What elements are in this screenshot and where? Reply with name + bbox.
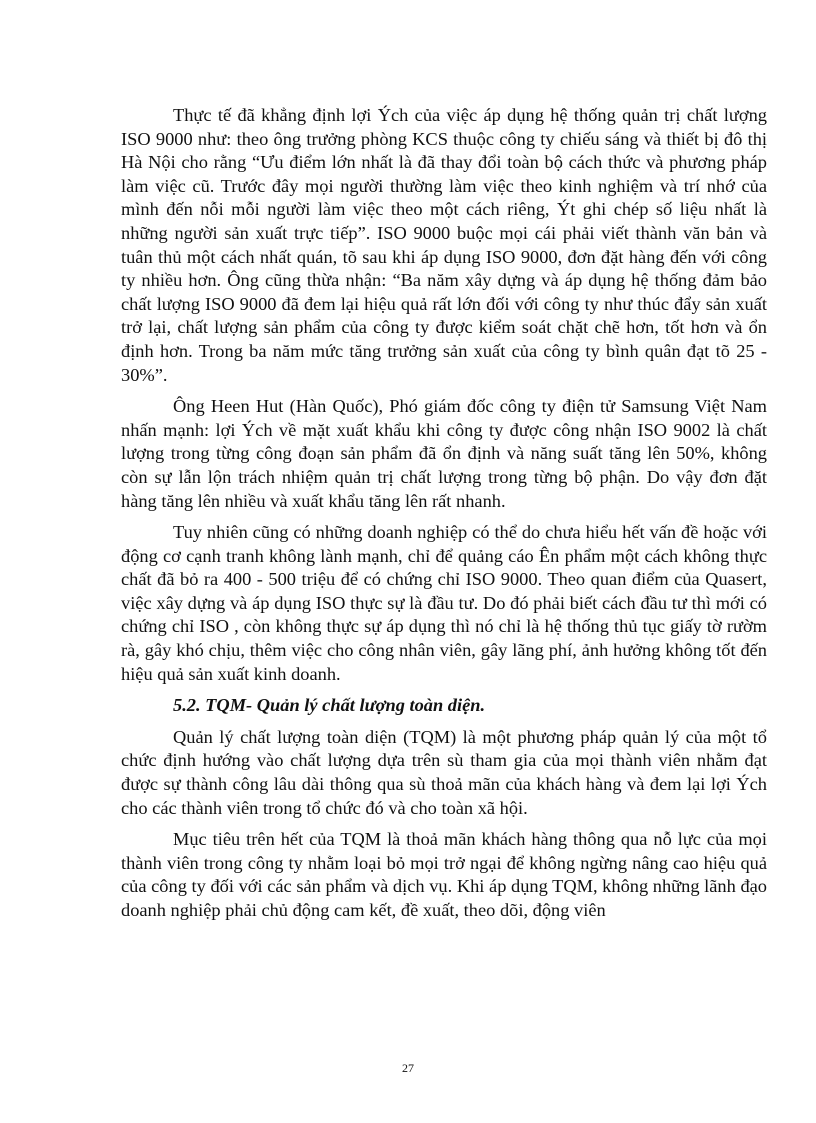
paragraph-iso-criticism: Tuy nhiên cũng có những doanh nghiệp có thể do chưa hiểu hết vấn đề hoặc với động cơ cạnh tranh không lành mạnh, chỉ để quảng cáo Ên phẩm một cách không thực chất đã bỏ ra 400 - 500 triệu để có chứng chỉ ISO 9000. Theo quan điểm của Quasert, việc xây dựng và áp dụng ISO thực sự là đầu tư. Do đó phải biết cách đầu tư thì mới có chứng chỉ ISO , còn không thực sự áp dụng thì nó chỉ là hệ thống thủ tục giấy tờ rườm rà, gây khó chịu, thêm việc cho công nhân viên, gây lãng phí, ảnh hưởng không tốt đến hiệu quả sản xuất kinh doanh.: [121, 522, 767, 684]
paragraph-tqm-goal: Mục tiêu trên hết của TQM là thoả mãn khách hàng thông qua nỗ lực của mọi thành viên trong công ty nhằm loại bỏ mọi trở ngại để không ngừng nâng cao hiệu quả của công ty đối với các sản phẩm và dịch vụ. Khi áp dụng TQM, không những lãnh đạo doanh nghiệp phải chủ động cam kết, đề xuất, theo dõi, động viên: [121, 829, 767, 920]
paragraph-tqm-definition: Quản lý chất lượng toàn diện (TQM) là một phương pháp quản lý của một tổ chức định hướng vào chất lượng dựa trên sù tham gia của mọi thành viên nhằm đạt được sự thành công lâu dài thông qua sù thoả mãn của khách hàng và đem lại lợi Ých cho các thành viên trong tổ chức đó và cho toàn xã hội.: [121, 726, 767, 818]
paragraph-iso-benefits-kcs: Thực tế đã khẳng định lợi Ých của việc áp dụng hệ thống quản trị chất lượng ISO 9000 như: theo ông trưởng phòng KCS thuộc công ty chiếu sáng và thiết bị đô thị Hà Nội cho rằng “Ưu điểm lớn nhất là đã thay đổi toàn bộ cách thức và phương pháp làm việc cũ. Trước đây mọi người thường làm việc theo kinh nghiệm và trí nhớ của mình đến nỗi mỗi người làm việc theo một cách riêng, Ýt ghi chép số liệu nhất là những người sản xuất trực tiếp”. ISO 9000 buộc mọi cái phải viết thành văn bản và tuân thủ một cách nhất quán, tõ sau khi áp dụng ISO 9000, đơn đặt hàng đến với công ty nhiều hơn. Ông cũng thừa nhận: “Ba năm xây dựng và áp dụng hệ thống đảm bảo chất lượng ISO 9000 đã đem lại hiệu quả rất lớn đối với công ty như thúc đẩy sản xuất trở lại, chất lượng sản phẩm của công ty được kiểm soát chặt chẽ hơn, tốt hơn và ổn định hơn. Trong ba năm mức tăng trưởng sản xuất của công ty bình quân đạt tõ 25 - 30%”.: [121, 105, 767, 385]
document-page: [121, 104, 767, 931]
section-heading-tqm: 5.2. TQM- Quản lý chất lượng toàn diện.: [173, 695, 486, 716]
paragraph-samsung-testimony: Ông Heen Hut (Hàn Quốc), Phó giám đốc công ty điện tử Samsung Việt Nam nhấn mạnh: lợi Ých về mặt xuất khẩu khi công ty được công nhận ISO 9002 là chất lượng trong từng công đoạn sản phẩm đã ổn định và năng suất tăng lên 50%, không còn sự lẫn lộn trách nhiệm quản trị chất lượng trong từng bộ phận. Do vậy đơn đặt hàng tăng lên nhiều và xuất khẩu tăng lên rất nhanh.: [121, 396, 767, 511]
page-number: 27: [402, 1061, 414, 1075]
